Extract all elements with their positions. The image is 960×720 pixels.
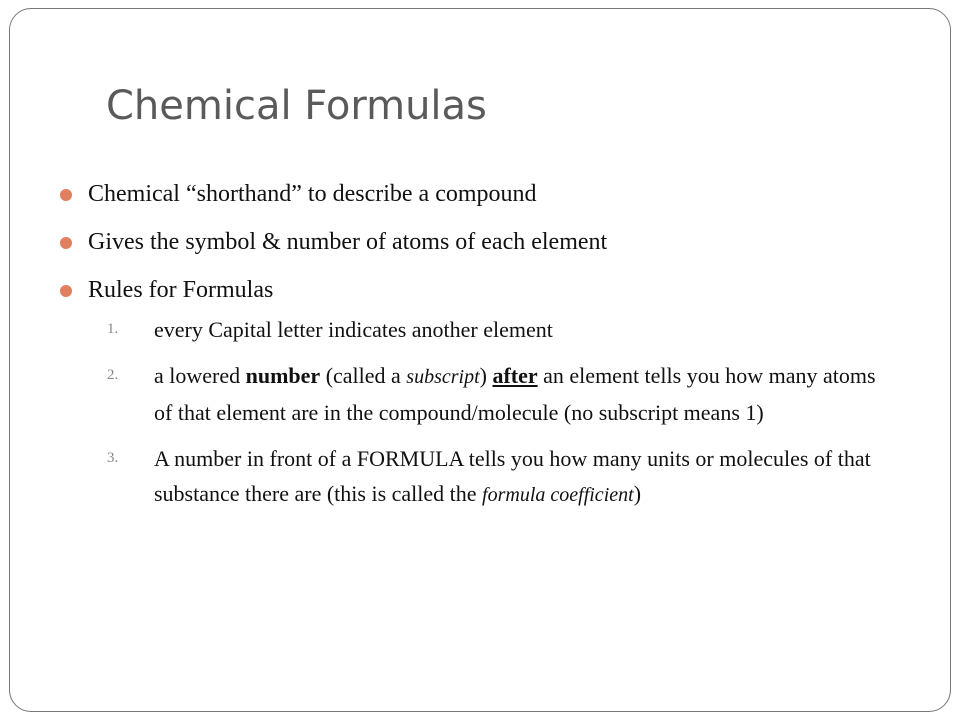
rule-item: [60, 441, 920, 513]
bullet-text: Chemical “shorthand” to describe a compound: [88, 181, 537, 207]
bullet-marker: [60, 189, 72, 201]
rule-number: 3.: [107, 450, 119, 466]
bold-term-number: number: [245, 363, 321, 388]
bullet-item: [60, 226, 920, 258]
bullet-list: [60, 178, 920, 529]
rule-text-run: (called a: [320, 363, 407, 388]
italic-term-formula-coefficient: formula coefficient: [482, 484, 634, 506]
rule-item: [60, 312, 920, 347]
bullet-marker: [60, 237, 72, 249]
rule-text: [154, 312, 884, 347]
rule-text-run: A number in front of a FORMULA tells you how many units or molecules of that substance there are (this is called the: [154, 446, 871, 506]
italic-term-subscript: subscript: [406, 366, 480, 388]
rules-list: [60, 312, 920, 513]
rule-text-run: ): [479, 363, 493, 388]
bullet-item: [60, 274, 920, 513]
rule-text-run: ): [633, 481, 642, 506]
bullet-marker: [60, 285, 72, 297]
bullet-text: Gives the symbol & number of atoms of each element: [88, 229, 608, 255]
rule-number: 1.: [107, 321, 119, 337]
rule-text-run: a lowered: [154, 363, 246, 388]
bold-underlined-term-after: after: [492, 363, 538, 388]
bullet-text: Rules for Formulas: [88, 277, 274, 303]
rule-item: [60, 358, 920, 430]
rule-text-run: an element tells you how many atoms of that element are in the compound/molecule (no subscript means 1): [154, 363, 876, 425]
rule-text: [154, 441, 884, 513]
rule-text: [154, 358, 884, 430]
rule-number: 2.: [107, 367, 119, 383]
bullet-item: [60, 178, 920, 210]
slide-title: Chemical Formulas: [106, 83, 487, 129]
rule-text-run: every Capital letter indicates another element: [154, 317, 553, 342]
